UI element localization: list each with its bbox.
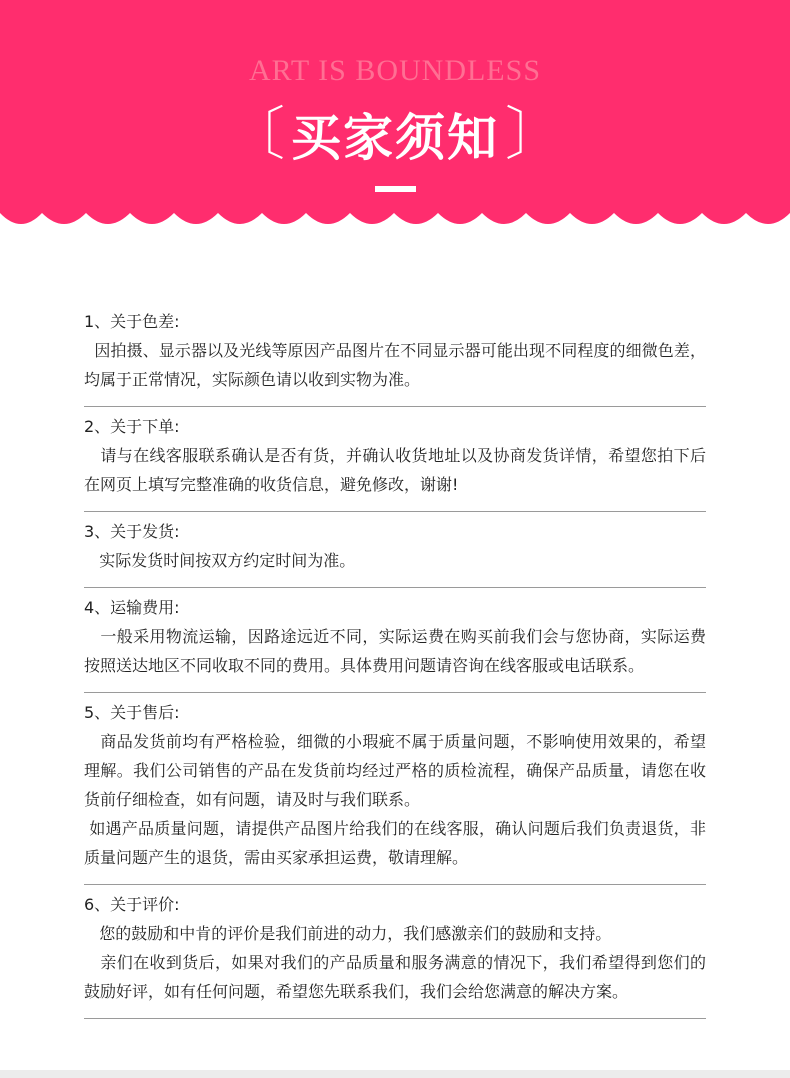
section-paragraph: 您的鼓励和中肯的评价是我们前进的动力，我们感激亲们的鼓励和支持。 — [84, 924, 612, 943]
section-paragraph: 因拍摄、显示器以及光线等原因产品图片在不同显示器可能出现不同程度的细微色差，均属于正常情况，实际颜色请以收到实物为准。 — [84, 341, 706, 389]
section-paragraph: 请与在线客服联系确认是否有货，并确认收货地址以及协商发货详情，希望您拍下后在网页上填写完整准确的收货信息，避免修改，谢谢! — [84, 446, 706, 494]
bottom-strip — [0, 1070, 790, 1078]
section-heading: 6、关于评价: — [84, 895, 180, 914]
section-heading: 5、关于售后: — [84, 703, 180, 722]
banner-tagline: ART IS BOUNDLESS — [248, 54, 542, 87]
title-left-bracket: 〔 — [226, 100, 285, 168]
section-heading: 3、关于发货: — [84, 522, 180, 541]
page-title: 买家须知 — [291, 108, 499, 167]
header-banner — [0, 0, 790, 235]
section-paragraph: 亲们在收到货后，如果对我们的产品质量和服务满意的情况下，我们希望得到您们的鼓励好评，如有任何问题，希望您先联系我们，我们会给您满意的解决方案。 — [84, 953, 706, 1001]
notice-section — [84, 407, 706, 512]
section-heading: 1、关于色差: — [84, 312, 180, 331]
notice-section — [84, 588, 706, 693]
section-paragraph: 实际发货时间按双方约定时间为准。 — [84, 551, 356, 570]
section-paragraph: 如遇产品质量问题，请提供产品图片给我们的在线客服，确认问题后我们负责退货，非质量问题产生的退货，需由买家承担运费，敬请理解。 — [84, 819, 706, 867]
title-underline-dash — [375, 186, 416, 192]
notice-section — [84, 885, 706, 1019]
notice-section — [84, 693, 706, 885]
section-heading: 4、运输费用: — [84, 598, 180, 617]
title-right-bracket: 〕 — [505, 100, 564, 168]
section-heading: 2、关于下单: — [84, 417, 180, 436]
section-paragraph: 一般采用物流运输，因路途远近不同，实际运费在购买前我们会与您协商，实际运费按照送达地区不同收取不同的费用。具体费用问题请咨询在线客服或电话联系。 — [84, 627, 706, 675]
notice-section — [84, 302, 706, 407]
notice-list — [84, 302, 706, 1019]
notice-section — [84, 512, 706, 588]
banner-title-row — [0, 98, 790, 170]
section-paragraph: 商品发货前均有严格检验，细微的小瑕疵不属于质量问题，不影响使用效果的，希望理解。我们公司销售的产品在发货前均经过严格的质检流程，确保产品质量，请您在收货前仔细检查，如有问题，请及时与我们联系。 — [84, 732, 706, 809]
